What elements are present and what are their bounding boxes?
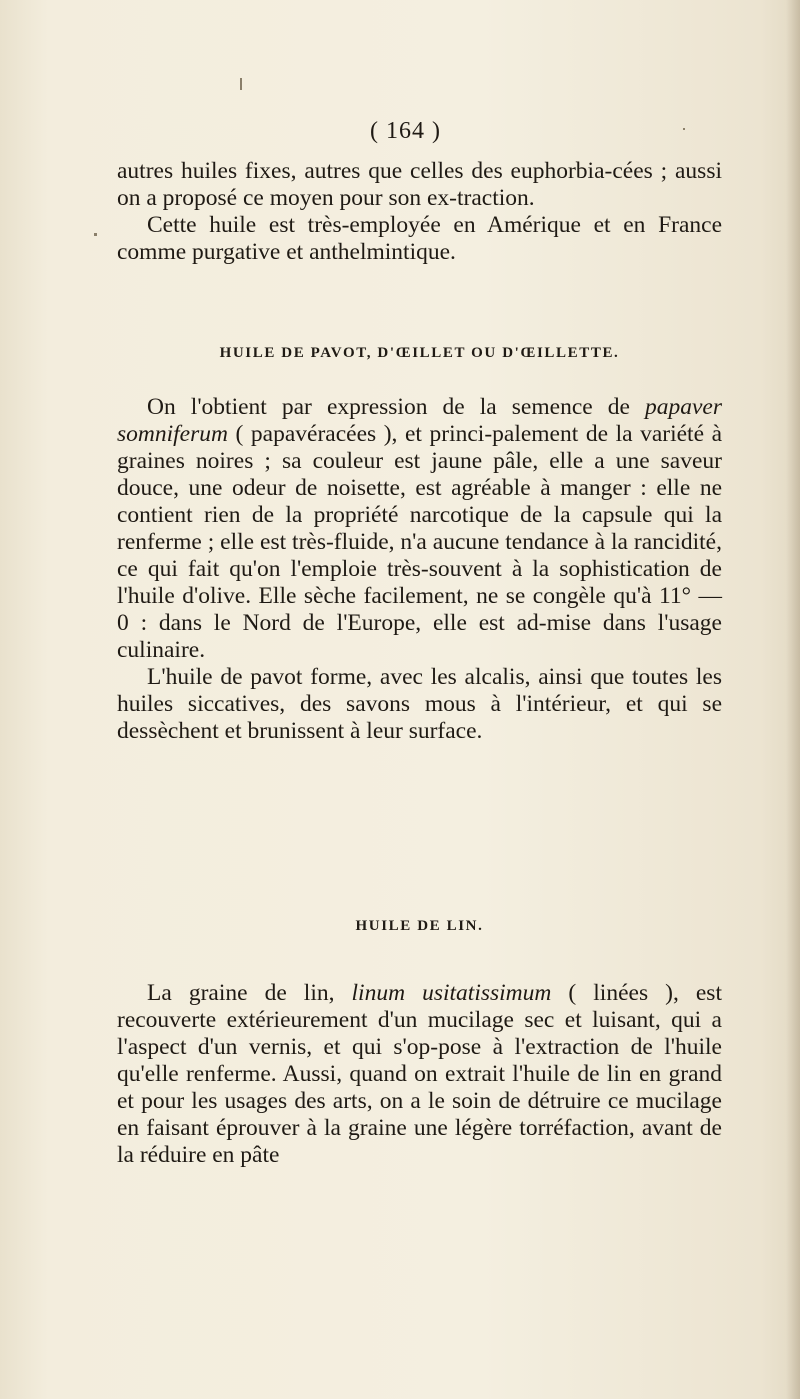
section-lin-body	[117, 980, 722, 1169]
continuation-paragraph: Cette huile est très-employée en Amérique et en France comme purgative et anthelmintique.	[117, 212, 722, 265]
paragraph	[117, 980, 722, 1169]
section-heading-pavot: HUILE DE PAVOT, D'ŒILLET OU D'ŒILLETTE.	[219, 345, 620, 361]
paper-speck	[240, 78, 242, 90]
page-number: ( 164 )	[370, 118, 441, 144]
paragraph-text: On l'obtient par expression de la semence de	[147, 394, 645, 420]
paper-speck	[94, 233, 97, 236]
section-pavot-body	[117, 394, 722, 745]
paper-speck	[683, 128, 685, 130]
section-heading-lin: HUILE DE LIN.	[355, 918, 484, 934]
page-edge-shadow	[786, 0, 800, 1399]
paragraph-text: La graine de lin,	[147, 980, 352, 1006]
paragraph-text: ( papavéracées ), et princi-palement de la variété à graines noires ; sa couleur est jaune pâle, elle a une saveur douce, une odeur de noisette, est agréable à manger : elle ne contient rien de la propriété narcotique de la capsule qui la renferme ; elle est très-fluide, n'a aucune tendance à la rancidité, ce qui fait qu'on l'emploie très-souvent à la sophistication de l'huile d'olive. Elle sèche facilement, ne se congèle qu'à 11° — 0 : dans le Nord de l'Europe, elle est ad-mise dans l'usage culinaire.	[117, 421, 722, 663]
continuation-text	[117, 158, 722, 266]
paragraph: L'huile de pavot forme, avec les alcalis, ainsi que toutes les huiles siccatives, des savons mous à l'intérieur, et qui se dessèchent et brunissent à leur surface.	[117, 664, 722, 744]
paragraph-text: ( linées ), est recouverte extérieurement d'un mucilage sec et luisant, qui a l'aspect d'un vernis, et qui s'op-pose à l'extraction de l'huile qu'elle renferme. Aussi, quand on extrait l'huile de lin en grand et pour les usages des arts, on a le soin de détruire ce mucilage en faisant éprouver à la graine une légère torréfaction, avant de la réduire en pâte	[117, 980, 722, 1168]
latin-name: papaver somniferum	[117, 394, 722, 447]
continuation-paragraph: autres huiles fixes, autres que celles des euphorbia-cées ; aussi on a proposé ce moyen pour son ex-traction.	[117, 158, 722, 211]
paragraph	[117, 394, 722, 664]
latin-name: linum usitatissimum	[351, 980, 552, 1006]
